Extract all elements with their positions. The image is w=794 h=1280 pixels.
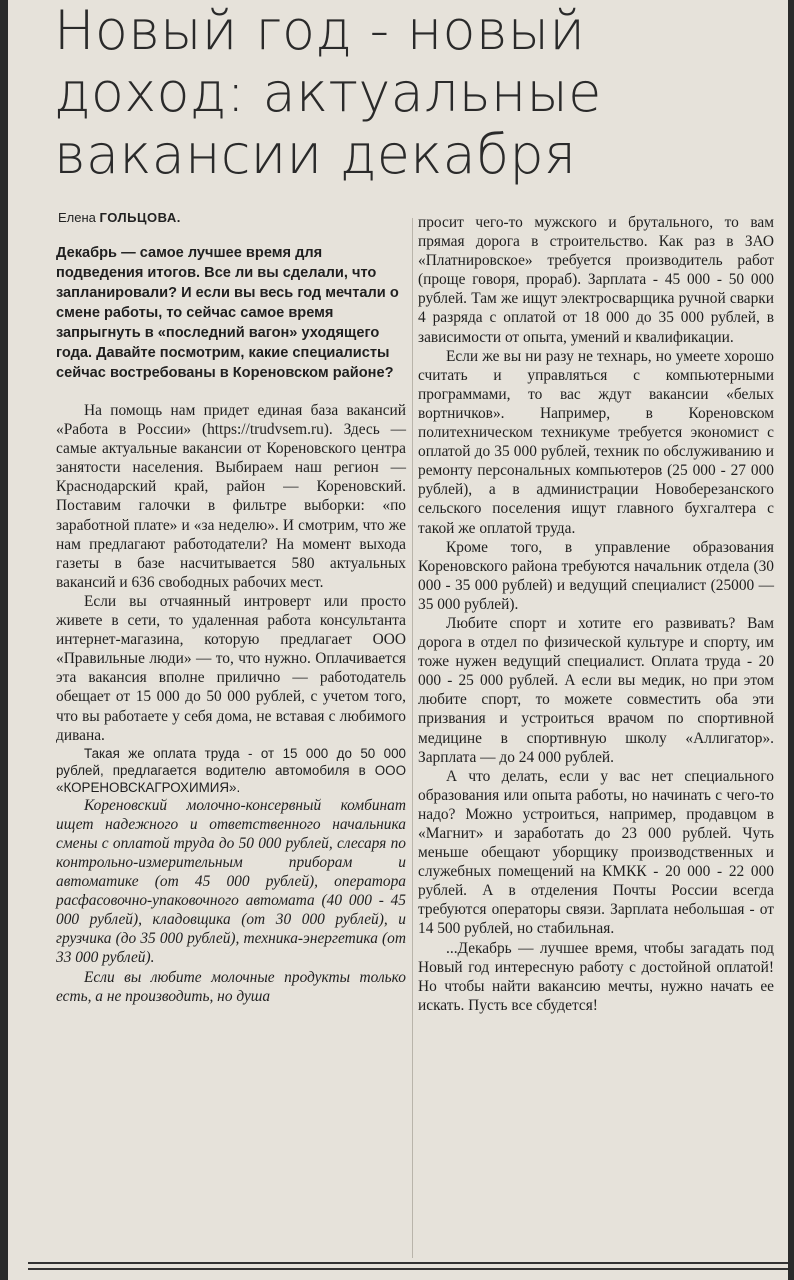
article-lead: Декабрь — самое лучшее время для подведения итогов. Все ли вы сделали, что запланировали? И если вы весь год мечтали о смене работы, то сейчас самое время запрыгнуть в «последний вагон» уходящего года. Давайте посмотрим, какие специалисты сейчас востребованы в Кореновском районе? [56, 245, 399, 381]
paragraph-7: Если же вы ни разу не технарь, но умеете хорошо считать и управляться с компьютерными программами, то вас ждут вакансии «белых вортничков». Например, в Кореновском политехническом техникуме требуется экономист с оплатой до 35 000 рублей, техник по обслуживанию и ремонту персональных компьютеров (25 000 - 27 000 рублей), а в администрации Новоберезанского сельского поселения ищут главного бухгалтера с такой же оплатой труда. [418, 347, 774, 537]
paragraph-10: А что делать, если у вас нет специального образования или опыта работы, но начинать с чего-то надо? Можно устроиться, например, продавцом в «Магнит» и заработать до 23 000 рублей. Чуть меньше обещают уборщику производственных и служебных помещений на КМКК - 20 000 - 22 000 рублей. А в отделения Почты России всегда требуются операторы связи. Зарплата небольшая - от 14 500 рублей, но стабильная. [418, 767, 774, 938]
bottom-rule [28, 1262, 788, 1264]
paragraph-4: Кореновский молочно-консервный комбинат ищет надежного и ответственного начальника смены с оплатой труда до 50 000 рублей, слесаря по контрольно-измерительным приборам и автоматике (от 45 000 рублей), оператора расфасовочно-упаковочного автомата (40 000 - 45 000 рублей), кладовщика (от 30 000 рублей), и грузчика (до 35 000 рублей), техника-энергетика (от 33 000 рублей). [56, 796, 406, 967]
paragraph-1: На помощь нам придет единая база вакансий «Работа в России» (https://trudvsem.ru). Здесь — самые актуальные вакансии от Кореновского центра занятости населения. Выбираем наш регион — Краснодарский край, район — Кореновский. Поставим галочки в фильтре выборки: «по заработной плате» и «за неделю». И смотрим, что же нам предлагают работодатели? На момент выхода газеты в базе насчитывается 580 актуальных вакансий и 636 свободных рабочих мест. [56, 402, 406, 591]
author-first-name: Елена [58, 210, 96, 225]
paragraph-9: Любите спорт и хотите его развивать? Вам дорога в отдел по физической культуре и спорту, им тоже нужен ведущий специалист. Оплата труда - 20 000 - 25 000 рублей. А если вы медик, но при этом любите спорт, то можете совместить оба эти призвания и устроиться врачом по спортивной медицине в спортивную школу «Аллигатор». Зарплата — до 24 000 рублей. [418, 614, 774, 766]
author-byline [58, 210, 181, 225]
paragraph-3: Такая же оплата труда - от 15 000 до 50 000 рублей, предлагается водителю автомобиля в ООО «КОРЕНОВСКАГРОХИМИЯ». [56, 745, 406, 795]
paragraph-5: Если вы любите молочные продукты только есть, а не производить, но душа [56, 968, 406, 1005]
newspaper-page [8, 0, 788, 1280]
paragraph-2: Если вы отчаянный интроверт или просто живете в сети, то удаленная работа консультанта интернет-магазина, которую предлагает ООО «Правильные люди» — то, что нужно. Оплачивается эта вакансия вполне прилично — работодатель обещает от 15 000 до 50 000 рублей, с учетом того, что вы работаете у себя дома, не вставая с любимого дивана. [56, 592, 406, 744]
paragraph-11: ...Декабрь — лучшее время, чтобы загадать под Новый год интересную работу с достойной оплатой! Но чтобы найти вакансию мечты, нужно начать ее искать. Пусть все сбудется! [418, 939, 774, 1014]
column-divider [412, 218, 413, 1258]
paragraph-6: просит чего-то мужского и брутального, то вам прямая дорога в строительство. Как раз в ЗАО «Платнировское» требуется производитель работ (проще говоря, прораб). Зарплата - 45 000 - 50 000 рублей. Там же ищут электросварщика ручной сварки 4 разряда с оплатой от 18 000 до 35 000 рублей, в зависимости от опыта, умений и квалификации. [418, 214, 774, 346]
paragraph-8: Кроме того, в управление образования Кореновского района требуются начальник отдела (30 000 - 35 000 рублей) и ведущий специалист (25000 — 35 000 рублей). [418, 538, 774, 613]
article-column-right [418, 213, 774, 1015]
article-column-left [56, 243, 406, 1006]
author-last-name: ГОЛЬЦОВА. [99, 210, 181, 225]
bottom-rule-2 [28, 1268, 788, 1270]
article-title: Новый год - новый доход: актуальные вакансии декабря [54, 0, 602, 186]
